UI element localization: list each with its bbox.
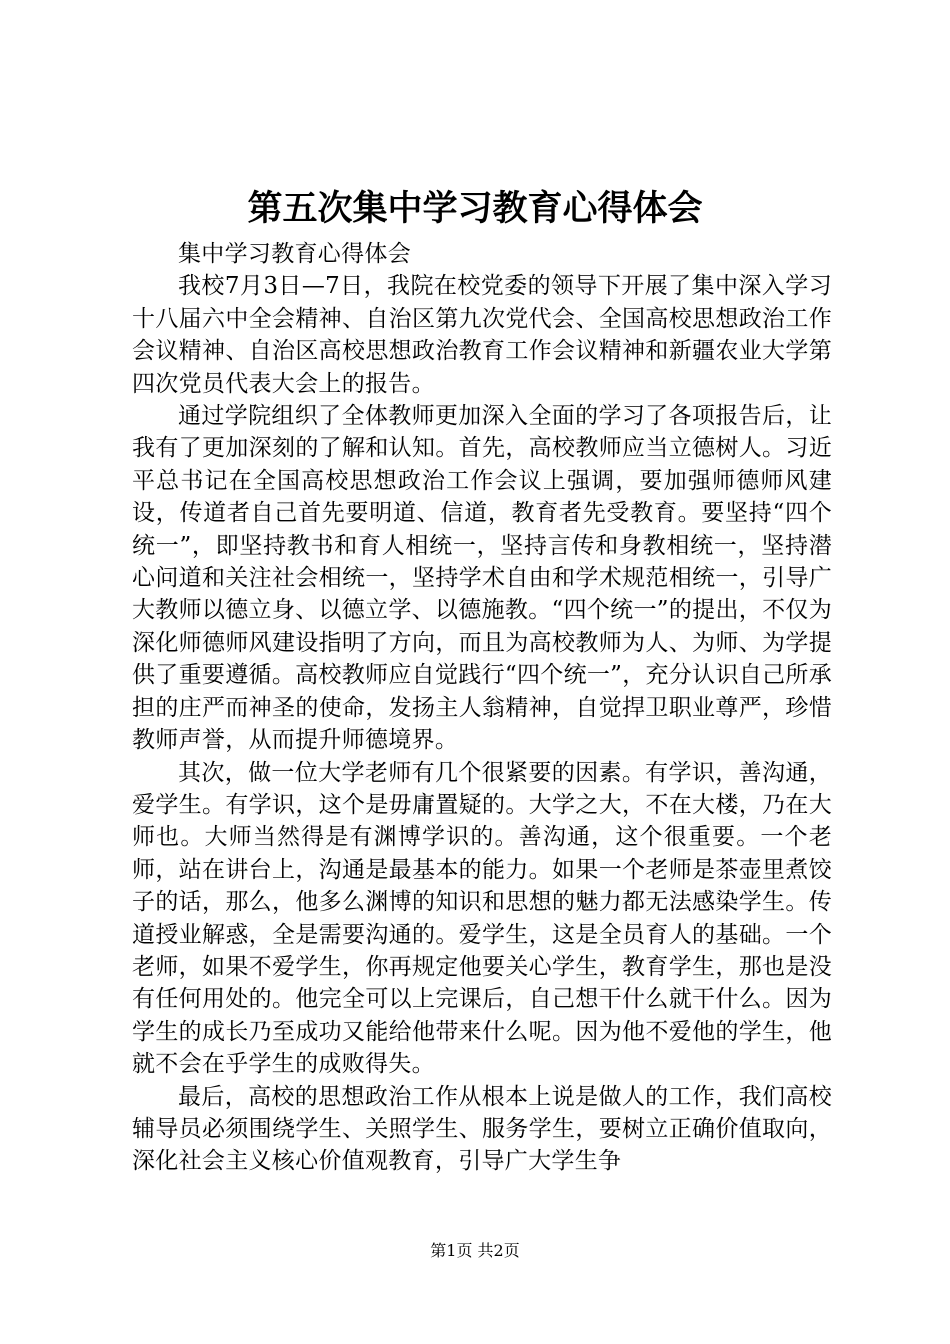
paragraph-second-point: 其次，做一位大学老师有几个很紧要的因素。有学识，善沟通，爱学生。有学识，这个是毋庸置疑的。大学之大，不在大楼，乃在大师也。大师当然得是有渊博学识的。善沟通，这个很重要。一个老师，站在讲台上，沟通是最基本的能力。如果一个老师是茶壶里煮饺子的话，那么，他多么渊博的知识和思想的魅力都无法感染学生。传道授业解惑，全是需要沟通的。爱学生，这是全员育人的基础。一个老师，如果不爱学生，你再规定他要关心学生，教育学生，那也是没有任何用处的。他完全可以上完课后，自己想干什么就干什么。因为学生的成长乃至成功又能给他带来什么呢。因为他不爱他的学生，他就不会在乎学生的成败得失。 — [132, 759, 832, 1078]
paragraph-first-point: 通过学院组织了全体教师更加深入全面的学习了各项报告后，让我有了更加深刻的了解和认知。首先，高校教师应当立德树人。习近平总书记在全国高校思想政治工作会议上强调，要加强师德师风建设，传道者自己首先要明道、信道，教育者先受教育。要坚持“四个统一”，即坚持教书和育人相统一，坚持言传和身教相统一，坚持潜心问道和关注社会相统一，坚持学术自由和学术规范相统一，引导广大教师以德立身、以德立学、以德施教。“四个统一”的提出，不仅为深化师德师风建设指明了方向，而且为高校教师为人、为师、为学提供了重要遵循。高校教师应自觉践行“四个统一”，充分认识自己所承担的庄严而神圣的使命，发扬主人翁精神，自觉捍卫职业尊严，珍惜教师声誉，从而提升师德境界。 — [132, 403, 832, 754]
paragraph-final-point: 最后，高校的思想政治工作从根本上说是做人的工作，我们高校辅导员必须围绕学生、关照学生、服务学生，要树立正确价值取向，深化社会主义核心价值观教育，引导广大学生争 — [132, 1083, 832, 1175]
document-body — [132, 238, 832, 1178]
paragraph-intro: 我校7月3日—7日，我院在校党委的领导下开展了集中深入学习十八届六中全会精神、自治区第九次党代会、全国高校思想政治工作会议精神、自治区高校思想政治教育工作会议精神和新疆农业大学第四次党员代表大会上的报告。 — [132, 273, 832, 397]
page-number-footer: 第1页 共2页 — [430, 1241, 520, 1260]
document-title: 第五次集中学习教育心得体会 — [247, 188, 703, 229]
paragraph-subtitle: 集中学习教育心得体会 — [178, 241, 411, 267]
